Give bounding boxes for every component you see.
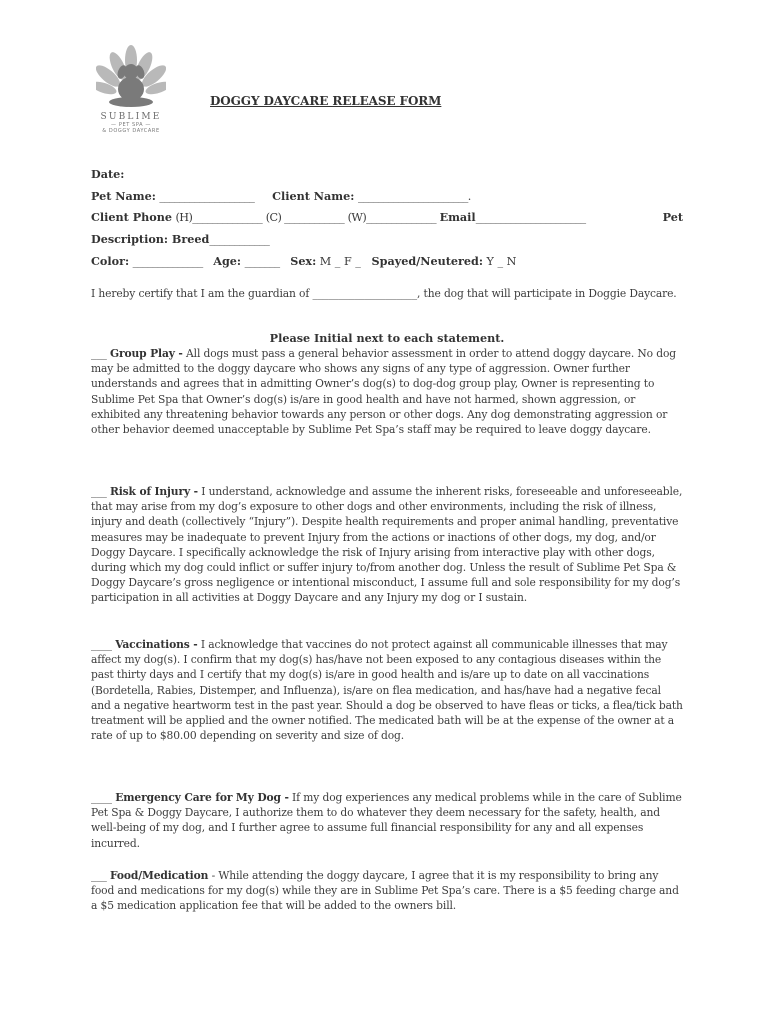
description-breed-label: Description: Breed bbox=[91, 232, 210, 247]
color-age-sex-row bbox=[91, 251, 683, 273]
sex-options[interactable]: M _ F _ bbox=[319, 254, 361, 268]
group-play-initial-field[interactable]: ___ bbox=[91, 347, 107, 360]
food-medication-section bbox=[91, 868, 683, 914]
email-label: Email bbox=[439, 210, 476, 225]
emergency-initial-field[interactable]: ____ bbox=[91, 791, 112, 804]
food-text: - While attending the doggy daycare, I agree that it is my responsibility to bring any food and medications for my dog(s) while they are in Sublime Pet Spa’s care. There is a $5 feeding charge and a $5 medication application fee that will be added to the owners bill. bbox=[91, 869, 679, 913]
pet-name-row bbox=[91, 186, 683, 208]
lotus-dog-icon bbox=[96, 44, 166, 110]
group-play-text: All dogs must pass a general behavior assessment in order to attend doggy daycare. No dog may be admitted to the doggy daycare who shows any signs of any type of aggression. Owner further understands and agrees that in admitting Owner’s dog(s) to dog-dog group play, Owner is representing to Sublime Pet Spa that Owner’s dog(s) is/are in good health and have not harmed, shown aggression, or exhibited any threatening behavior towards any person or other dogs. Any dog demonstrating aggression or other behavior deemed unacceptable by Sublime Pet Spa’s staff may be required to leave doggy daycare. bbox=[91, 347, 676, 437]
client-name-label: Client Name: bbox=[272, 188, 355, 203]
spayed-neutered-options[interactable]: Y _ N bbox=[486, 254, 517, 268]
logo-brand-name: SUBLIME bbox=[100, 112, 162, 122]
initial-instruction: Please Initial next to each statement. bbox=[269, 331, 505, 345]
emergency-care-section bbox=[91, 790, 683, 851]
logo-subtitle-daycare: & DOGGY DAYCARE bbox=[102, 128, 160, 134]
pet-name-field[interactable]: ___________________ bbox=[159, 189, 255, 203]
vaccinations-section bbox=[91, 637, 683, 743]
food-heading: Food/Medication bbox=[109, 869, 209, 882]
dog-name-field[interactable]: ____________________ bbox=[312, 287, 417, 300]
client-fields bbox=[91, 164, 683, 272]
vaccinations-initial-field[interactable]: ____ bbox=[91, 638, 112, 651]
form-title: DOGGY DAYCARE RELEASE FORM bbox=[210, 94, 442, 108]
certify-text-end: , the dog that will participate in Doggie Daycare. bbox=[416, 287, 677, 300]
group-play-section bbox=[91, 346, 683, 437]
risk-heading: Risk of Injury - bbox=[109, 485, 198, 498]
phone-cell-field[interactable]: (C) ____________ bbox=[265, 211, 345, 225]
pet-name-label: Pet Name: bbox=[91, 188, 156, 203]
color-label: Color: bbox=[91, 253, 130, 268]
pet-word: Pet bbox=[662, 210, 683, 225]
group-play-heading: Group Play - bbox=[109, 347, 183, 360]
date-row bbox=[91, 164, 683, 186]
color-field[interactable]: ______________ bbox=[132, 254, 203, 268]
risk-text: I understand, acknowledge and assume the inherent risks, foreseeable and unforeseeable, that may arise from my dog’s exposure to other dogs and other environments, including the risk of illness, injury and death (collectively “Injury”). Despite health requirements and proper animal handling, preventative measures may be inadequate to prevent Injury from the actions or inactions of other dogs, my dog, and/or Doggy Daycare. I specifically acknowledge the risk of Injury arising from interactive play with other dogs, during which my dog could inflict or suffer injury to/from another dog. Unless the result of Sublime Pet Spa & Doggy Daycare’s gross negligence or intentional misconduct, I assume full and sole responsibility for my dog’s participation in all activities at Doggy Daycare and any Injury my dog or I sustain. bbox=[91, 485, 683, 605]
food-initial-field[interactable]: ___ bbox=[91, 869, 107, 882]
description-row bbox=[91, 229, 683, 251]
spayed-neutered-label: Spayed/Neutered: bbox=[371, 253, 483, 268]
vaccinations-text: I acknowledge that vaccines do not protect against all communicable illnesses that may affect my dog(s). I confirm that my dog(s) has/have not been exposed to any contagious diseases within the past thirty days and I certify that my dog(s) is/are in good health and is/are up to date on all vaccinations (Bordetella, Rabies, Distemper, and Influenza), is/are on flea medication, and has/have had a negative fecal and a negative heartworm test in the past year. Should a dog be observed to have fleas or ticks, a flea/tick bath treatment will be applied and the owner notified. The medicated bath will be at the expense of the owner at a rate of up to $80.00 depending on severity and size of dog. bbox=[91, 638, 683, 743]
client-name-field[interactable]: ______________________. bbox=[357, 189, 471, 203]
sex-label: Sex: bbox=[290, 253, 317, 268]
email-field[interactable]: ______________________ bbox=[475, 211, 586, 225]
breed-field[interactable]: ____________ bbox=[209, 233, 270, 247]
phone-work-field[interactable]: (W)______________ bbox=[347, 211, 436, 225]
phone-home-field[interactable]: (H)______________ bbox=[175, 211, 263, 225]
vaccinations-heading: Vaccinations - bbox=[115, 638, 198, 651]
age-field[interactable]: _______ bbox=[244, 254, 280, 268]
date-label: Date: bbox=[91, 167, 125, 181]
age-label: Age: bbox=[213, 253, 242, 268]
emergency-text: If my dog experiences any medical problems while in the care of Sublime Pet Spa & Doggy Daycare, I authorize them to do whatever they deem necessary for the safety, health, and well-being of my dog, and I further agree to assume full financial responsibility for any and all expenses incurred. bbox=[91, 791, 682, 850]
risk-of-injury-section bbox=[91, 484, 683, 606]
guardian-certification bbox=[91, 286, 683, 301]
sublime-logo bbox=[88, 44, 174, 144]
risk-initial-field[interactable]: ___ bbox=[91, 485, 107, 498]
certify-text-start: I hereby certify that I am the guardian of bbox=[91, 287, 310, 300]
emergency-heading: Emergency Care for My Dog - bbox=[115, 791, 289, 804]
client-phone-row bbox=[91, 207, 683, 229]
client-phone-label: Client Phone bbox=[91, 210, 172, 225]
logo-subtitle-pet-spa: — PET SPA — bbox=[111, 122, 151, 128]
